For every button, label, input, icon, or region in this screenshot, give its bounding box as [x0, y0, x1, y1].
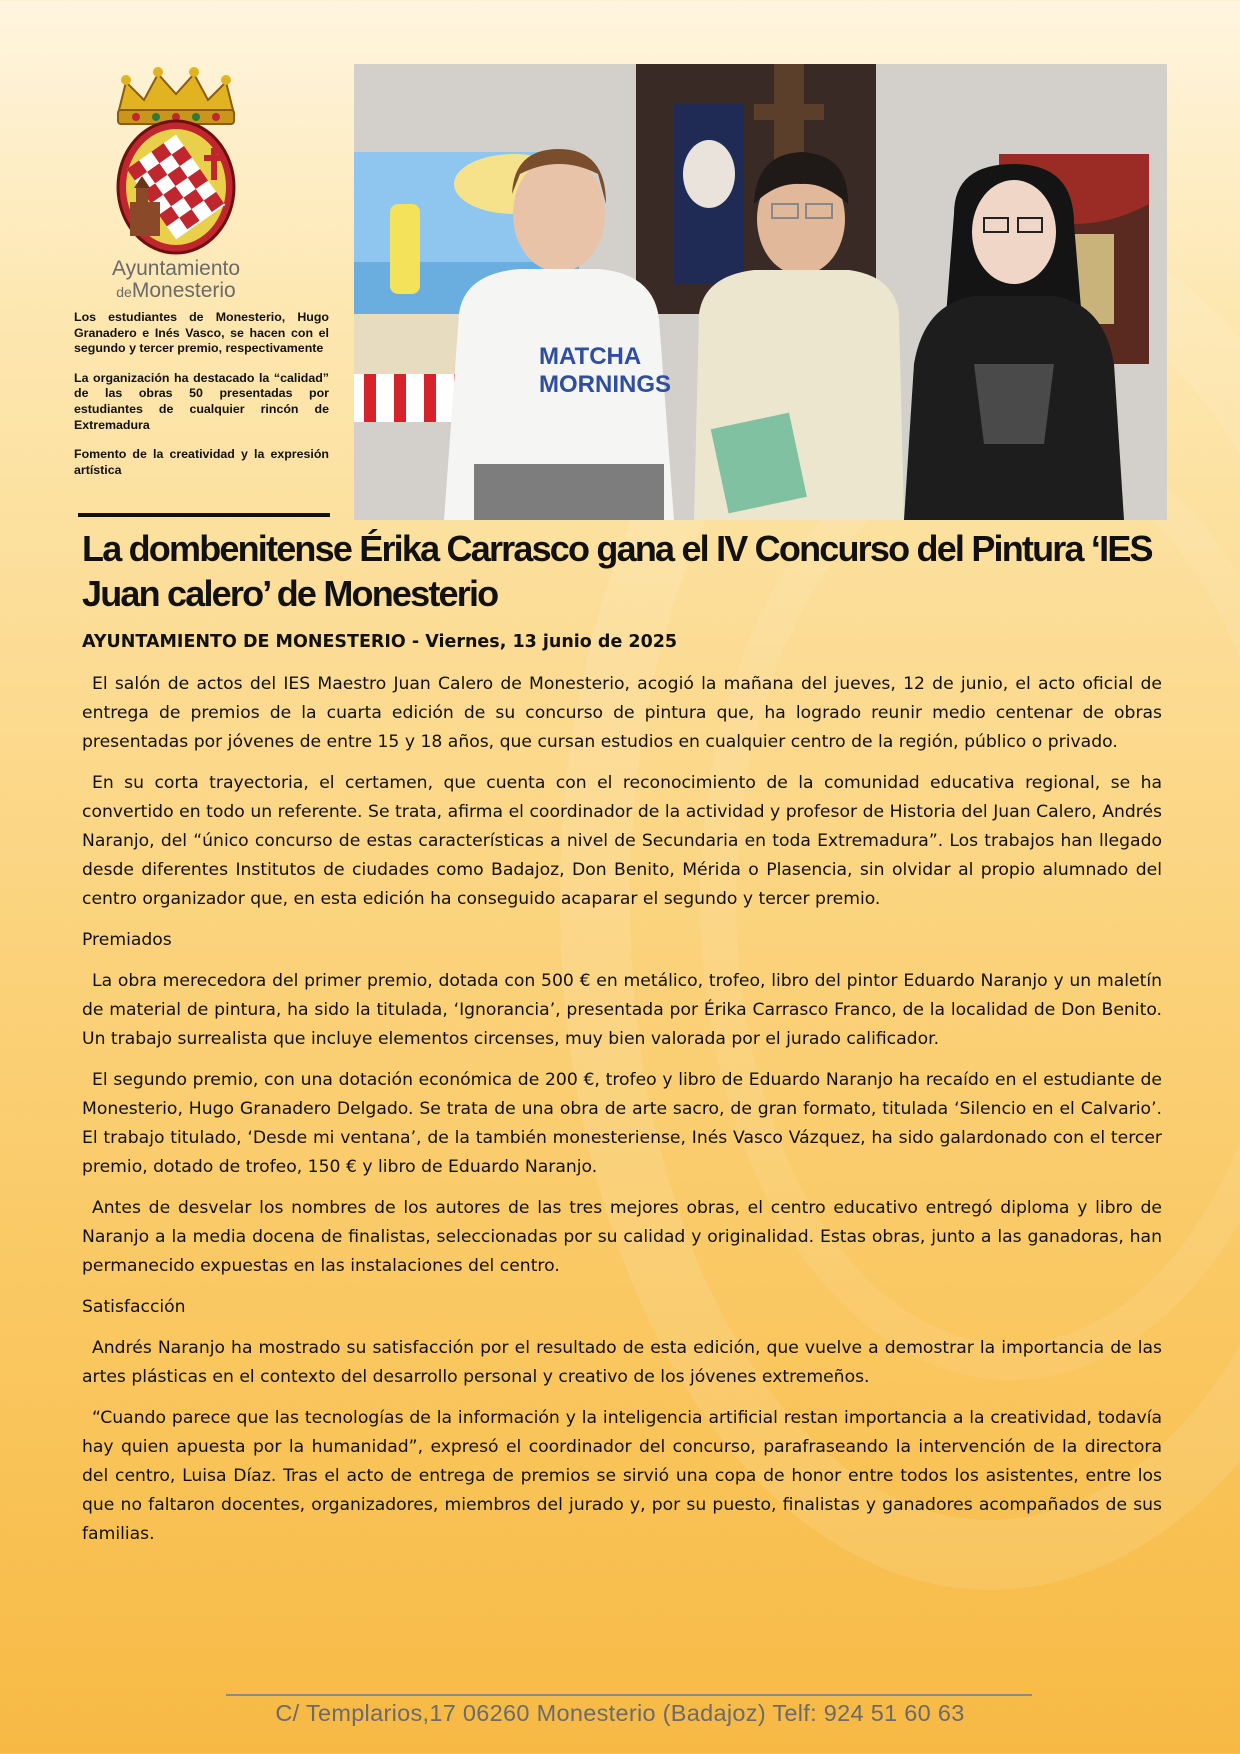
- logo-line-2: Monesterio: [131, 279, 236, 302]
- municipality-logo: [96, 62, 256, 306]
- subheading-premiados: Premiados: [82, 930, 172, 950]
- paragraph-7: “Cuando parece que las tecnologías de la información y la inteligencia artificial restan importancia a la creatividad, todavía hay quien apuesta por la humanidad”, expresó el coordinador del concurso, parafraseando la intervención de la directora del centro, Luisa Díaz. Tras el acto de entrega de premios se sirvió una copa de honor entre todos los asistentes, entre los que no faltaron docentes, organizadores, miembros del jurado y, por su puesto, finalistas y ganadores acompañados de sus familias.: [82, 1408, 1162, 1544]
- logo-line-1: Ayuntamiento: [111, 257, 241, 280]
- article-photo: [354, 64, 1167, 520]
- paragraph-2: En su corta trayectoria, el certamen, que cuenta con el reconocimiento de la comunidad educativa regional, se ha convertido en todo un referente. Se trata, afirma el coordinador de la actividad y profesor de Historia del Juan Calero, Andrés Naranjo, del “único concurso de estas características a nivel de Secundaria en toda Extremadura”. Los trabajos han llegado desde diferentes Institutos de ciudades como Badajoz, Don Benito, Mérida o Plasencia, sin olvidar al propio alumnado del centro organizador que, en esta edición ha conseguido acaparar el segundo y tercer premio.: [82, 773, 1162, 909]
- highlight-3: Fomento de la creatividad y la expresión artística: [74, 447, 329, 477]
- article-headline: La dombenitense Érika Carrasco gana el IV Concurso del Pintura ‘IES Juan calero’ de Monesterio: [82, 528, 1152, 614]
- shirt-text-2: MORNINGS: [539, 371, 671, 398]
- paragraph-3: La obra merecedora del primer premio, dotada con 500 € en metálico, trofeo, libro del pintor Eduardo Naranjo y un maletín de material de pintura, ha sido la titulada, ‘Ignorancia’, presentada por Érika Carrasco Franco, de la localidad de Don Benito. Un trabajo surrealista que incluye elementos circenses, muy bien valorada por el jurado calificador.: [82, 971, 1162, 1049]
- subheading-satisfaccion: Satisfacción: [82, 1297, 186, 1317]
- students-photo-illustration: [354, 64, 1167, 520]
- highlight-1: Los estudiantes de Monesterio, Hugo Granadero e Inés Vasco, se hacen con el segundo y tercer premio, respectivamente: [74, 310, 329, 356]
- article-body: [82, 670, 1162, 1561]
- logo-line-2-small: de: [116, 284, 132, 300]
- shirt-text-1: MATCHA: [539, 343, 642, 370]
- sidebar-divider: [78, 513, 330, 517]
- logo-wordmark: [96, 258, 256, 303]
- highlight-2: La organización ha destacado la “calidad” de las obras 50 presentadas por estudiantes de cualquier rincón de Extremadura: [74, 370, 329, 432]
- paragraph-6: Andrés Naranjo ha mostrado su satisfacción por el resultado de esta edición, que vuelve a demostrar la importancia de las artes plásticas en el contexto del desarrollo personal y creativo de los jóvenes extremeños.: [82, 1338, 1162, 1387]
- paragraph-1: El salón de actos del IES Maestro Juan Calero de Monesterio, acogió la mañana del jueves, 12 de junio, el acto oficial de entrega de premios de la cuarta edición de su concurso de pintura que, ha logrado reunir medio centenar de obras presentadas por jóvenes de entre 15 y 18 años, que cursan estudios en cualquier centro de la región, público o privado.: [82, 674, 1162, 752]
- coat-of-arms-icon: [96, 62, 256, 258]
- footer-address: C/ Templarios,17 06260 Monesterio (Badajoz) Telf: 924 51 60 63: [275, 1700, 965, 1726]
- footer-divider: [226, 1694, 1032, 1696]
- article-byline: AYUNTAMIENTO DE MONESTERIO - Viernes, 13 junio de 2025: [82, 632, 678, 652]
- highlights-sidebar: [74, 310, 329, 492]
- paragraph-5: Antes de desvelar los nombres de los autores de las tres mejores obras, el centro educativo entregó diploma y libro de Naranjo a la media docena de finalistas, seleccionadas por su calidad y originalidad. Estas obras, junto a las ganadoras, han permanecido expuestas en las instalaciones del centro.: [82, 1198, 1162, 1276]
- paragraph-4: El segundo premio, con una dotación económica de 200 €, trofeo y libro de Eduardo Naranjo ha recaído en el estudiante de Monesterio, Hugo Granadero Delgado. Se trata de una obra de arte sacro, de gran formato, titulada ‘Silencio en el Calvario’. El trabajo titulado, ‘Desde mi ventana’, de la también monesteriense, Inés Vasco Vázquez, ha sido galardonado con el tercer premio, dotado de trofeo, 150 € y libro de Eduardo Naranjo.: [82, 1070, 1162, 1177]
